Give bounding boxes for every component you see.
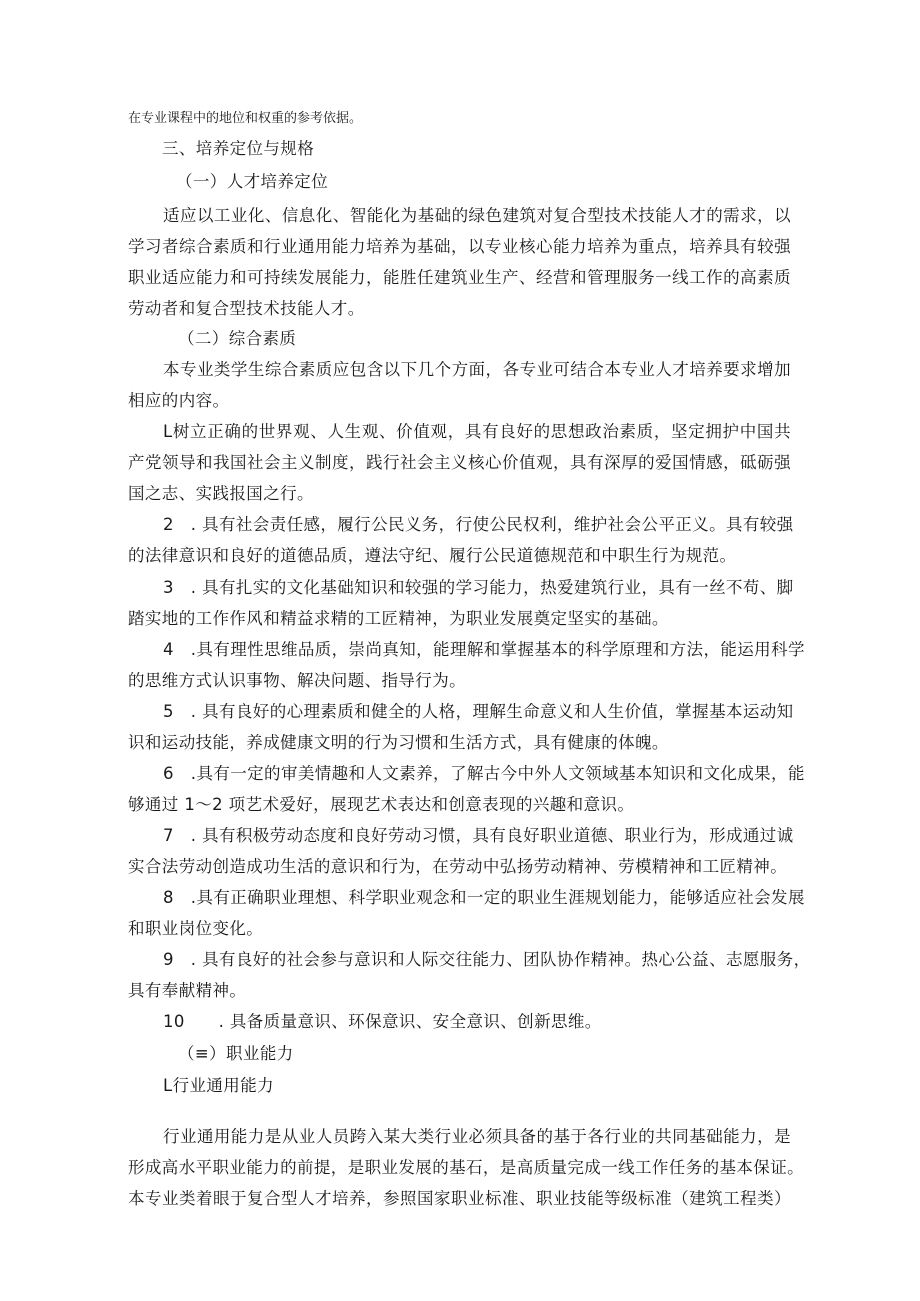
list-item: 产党领导和我国社会主义制度，践行社会主义核心价值观，具有深厚的爱国情感，砥砺强 — [128, 453, 791, 472]
subsection-heading: （二）综合素质 — [178, 329, 297, 348]
paragraph-line: 劳动者和复合型技术技能人才。 — [128, 299, 365, 318]
list-item: 7 . 具有积极劳动态度和良好劳动习惯，具有良好职业道德、职业行为，形成通过诚 — [163, 826, 794, 845]
paragraph-line: 职业适应能力和可持续发展能力，能胜任建筑业生产、经营和管理服务一线工作的高素质 — [128, 268, 791, 287]
paragraph-line: 相应的内容。 — [128, 391, 230, 410]
paragraph-line: 本专业类学生综合素质应包含以下几个方面，各专业可结合本专业人才培养要求增加 — [163, 360, 791, 379]
list-item: 和职业岗位变化。 — [128, 919, 264, 938]
list-item: L树立正确的世界观、人生观、价值观，具有良好的思想政治素质，坚定拥护中国共 — [163, 422, 791, 441]
paragraph-line: 学习者综合素质和行业通用能力培养为基础，以专业核心能力培养为重点，培养具有较强 — [128, 237, 791, 256]
paragraph-line: 形成高水平职业能力的前提，是职业发展的基石，是高质量完成一线工作任务的基本保证。 — [128, 1158, 804, 1177]
list-item: 实合法劳动创造成功生活的意识和行为，在劳动中弘扬劳动精神、劳模精神和工匠精神。 — [128, 857, 788, 876]
list-item: 的思维方式认识事物、解决问题、指导行为。 — [128, 671, 466, 690]
list-item: 2 . 具有社会责任感，履行公民义务，行使公民权利，维护社会公平正义。具有较强 — [163, 515, 794, 534]
continued-line: 在专业课程中的地位和权重的参考依据。 — [128, 111, 363, 126]
list-item: 5 . 具有良好的心理素质和健全的人格，理解生命意义和人生价值，掌握基本运动知 — [163, 702, 794, 721]
list-item: 9 . 具有良好的社会参与意识和人际交往能力、团队协作精神。热心公益、志愿服务， — [163, 950, 811, 969]
list-item: 够通过 1～2 项艺术爱好，展现艺术表达和创意表现的兴趣和意识。 — [128, 795, 635, 814]
list-item: 10 . 具备质量意识、环保意识、安全意识、创新思维。 — [163, 1012, 602, 1031]
subsection-heading: （一）人才培养定位 — [176, 172, 329, 191]
paragraph-line: 本专业类着眼于复合型人才培养，参照国家职业标准、职业技能等级标准（建筑工程类） — [128, 1189, 791, 1208]
list-item: L行业通用能力 — [163, 1076, 274, 1095]
list-item: 踏实地的工作作风和精益求精的工匠精神，为职业发展奠定坚实的基础。 — [128, 609, 669, 628]
list-item: 4 .具有理性思维品质，崇尚真知，能理解和掌握基本的科学原理和方法，能运用科学 — [163, 640, 805, 659]
list-item: 具有奉献精神。 — [128, 981, 247, 1000]
list-item: 8 .具有正确职业理想、科学职业观念和一定的职业生涯规划能力，能够适应社会发展 — [163, 888, 805, 907]
section-heading: 三、培养定位与规格 — [162, 139, 315, 158]
paragraph-line: 适应以工业化、信息化、智能化为基础的绿色建筑对复合型技术技能人才的需求，以 — [163, 206, 791, 225]
list-item: 识和运动技能，养成健康文明的行为习惯和生活方式，具有健康的体魄。 — [128, 733, 669, 752]
list-item: 3 . 具有扎实的文化基础知识和较强的学习能力，热爱建筑行业，具有一丝不苟、脚 — [163, 578, 794, 597]
list-item: 国之志、实践报国之行。 — [128, 484, 314, 503]
subsection-heading: （≡）职业能力 — [178, 1044, 294, 1063]
list-item: 的法律意识和良好的道德品质，遵法守纪、履行公民道德规范和中职生行为规范。 — [128, 546, 737, 565]
list-item: 6 .具有一定的审美情趣和人文素养，了解古今中外人文领域基本知识和文化成果，能 — [163, 764, 805, 783]
paragraph-line: 行业通用能力是从业人员跨入某大类行业必须具备的基于各行业的共同基础能力，是 — [163, 1127, 791, 1146]
